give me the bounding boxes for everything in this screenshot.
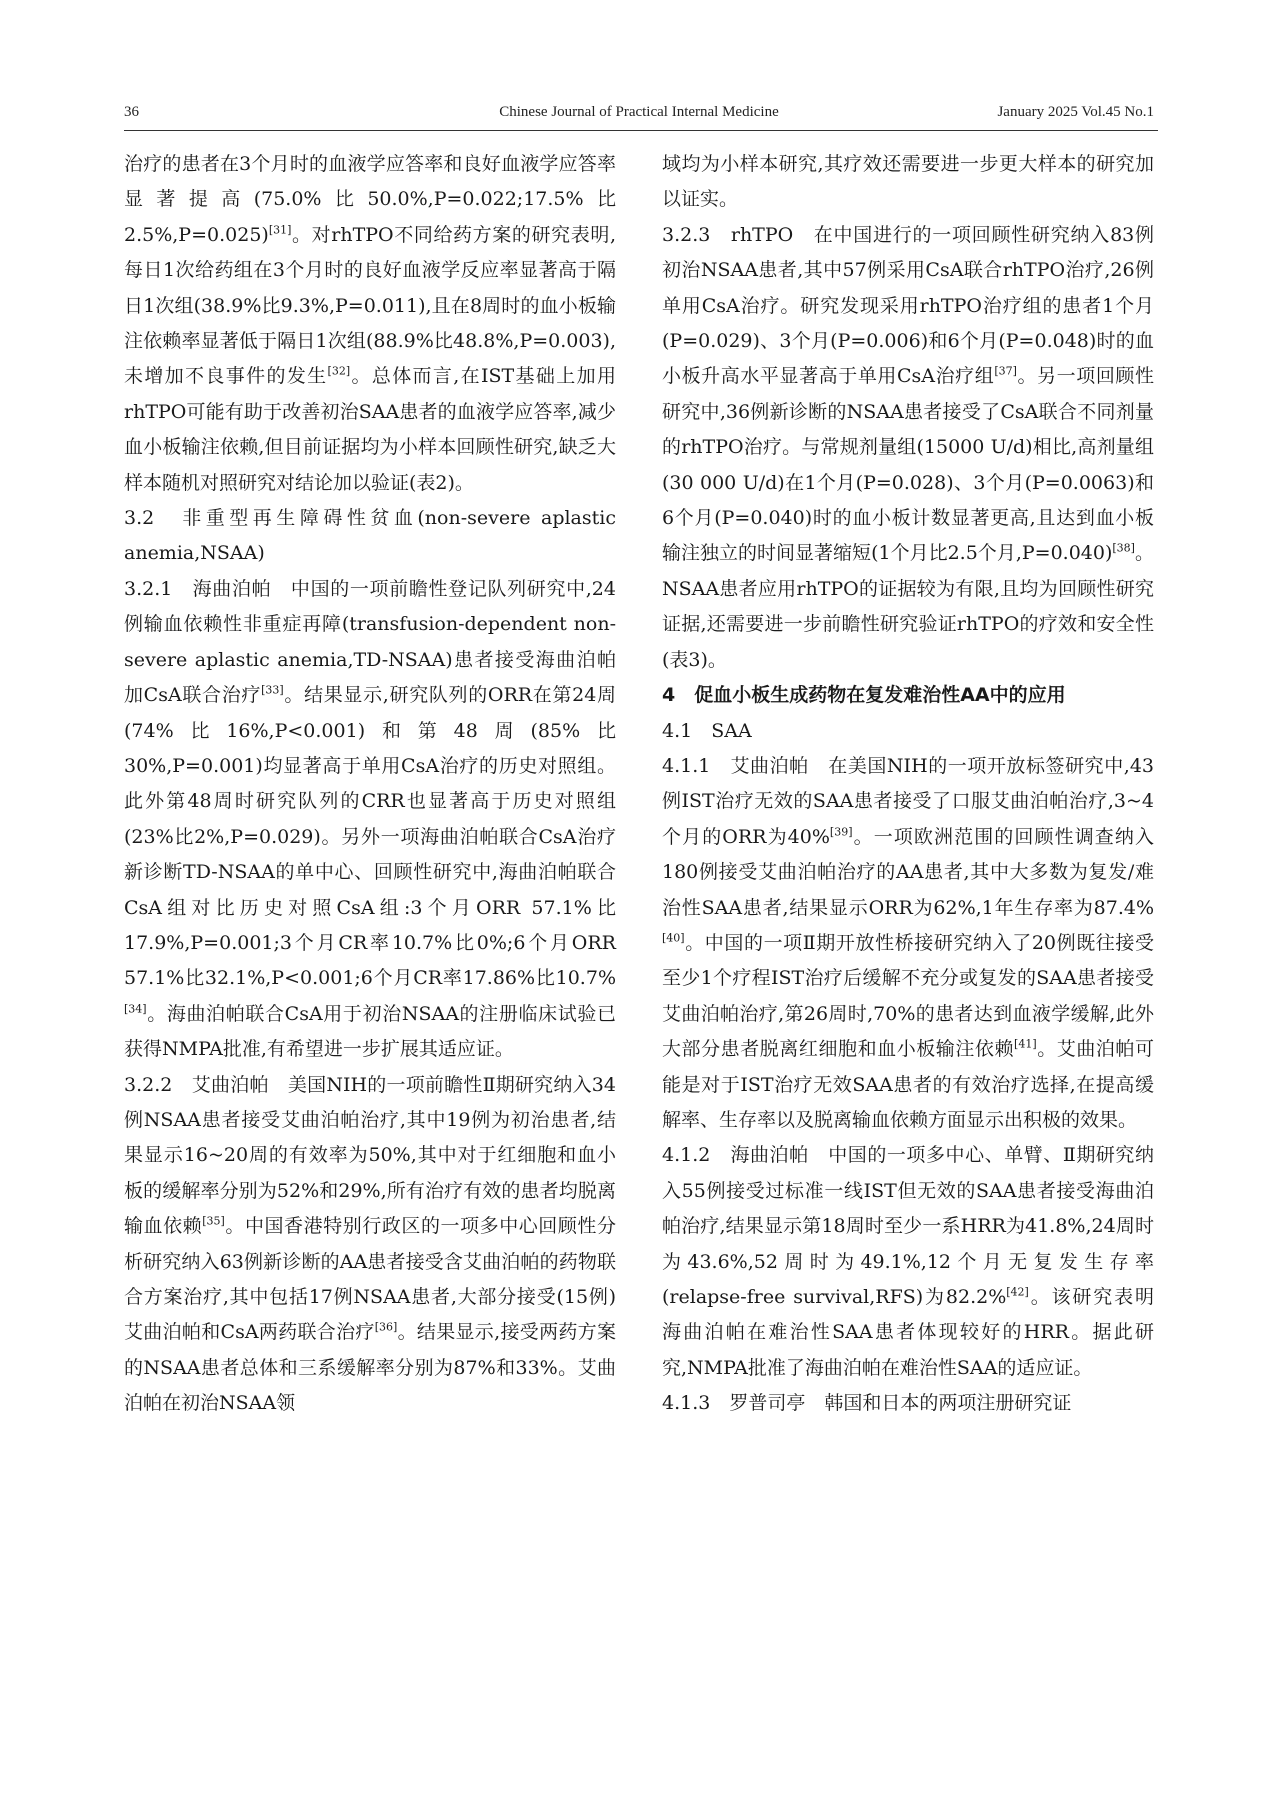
citation: [33] xyxy=(261,683,284,697)
citation: [37] xyxy=(994,365,1017,379)
section-heading-4-1: 4.1 SAA xyxy=(662,719,752,742)
citation: [31] xyxy=(268,223,292,237)
paragraph-4-1-3: 4.1.3 罗普司亭 韩国和日本的两项注册研究证 xyxy=(662,1392,1072,1415)
issue-info: January 2025 Vol.45 No.1 xyxy=(997,104,1154,120)
paragraph-4-1-2: 4.1.2 海曲泊帕 中国的一项多中心、单臂、Ⅱ期研究纳入55例接受过标准一线IST但无效的SAA患者接受海曲泊帕治疗,结果显示第18周时至少一系HRR为41.8%,24周时为43.6%,52周时为49.1%,12个月无复发生存率(relapse-free survival,RFS)为82.2%[42]。该研究表明海曲泊帕在难治性SAA患者体现较好的HRR。据此研究,NMPA批准了海曲泊帕在难治性SAA的适应证。 xyxy=(662,1144,1154,1379)
citation: [36] xyxy=(374,1321,398,1335)
subsection-heading: 3.2.3 rhTPO xyxy=(662,223,794,246)
paragraph-3-2-2: 3.2.2 艾曲泊帕 美国NIH的一项前瞻性Ⅱ期研究纳入34例NSAA患者接受艾曲泊帕治疗,其中19例为初治患者,结果显示16~20周的有效率为50%,其中对于红细胞和血小板的缓解率分别为52%和29%,所有治疗有效的患者均脱离输血依赖[35]。中国香港特别行政区的一项多中心回顾性分析研究纳入63例新诊断的AA患者接受含艾曲泊帕的药物联合方案治疗,其中包括17例NSAA患者,大部分接受(15例)艾曲泊帕和CsA两药联合治疗[36]。结果显示,接受两药方案的NSAA患者总体和三系缓解率分别为87%和33%。艾曲泊帕在初治NSAA领 xyxy=(124,1073,616,1415)
running-header xyxy=(124,104,1154,130)
journal-title: Chinese Journal of Practical Internal Medicine xyxy=(499,104,779,120)
citation: [40] xyxy=(662,931,685,945)
citation: [38] xyxy=(1112,542,1135,556)
subsection-heading: 4.1.3 罗普司亭 xyxy=(662,1392,806,1415)
header-rule xyxy=(124,130,1158,131)
left-column xyxy=(124,147,616,1422)
subsection-heading: 3.2.2 艾曲泊帕 xyxy=(124,1073,269,1096)
paragraph: 治疗的患者在3个月时的血液学应答率和良好血液学应答率显著提高(75.0%比50.0%,P=0.022;17.5%比2.5%,P=0.025)[31]。对rhTPO不同给药方案的研究表明,每日1次给药组在3个月时的良好血液学反应率显著高于隔日1次组(38.9%比9.3%,P=0.011),且在8周时的血小板输注依赖率显著低于隔日1次组(88.9%比48.8%,P=0.003),未增加不良事件的发生[32]。总体而言,在IST基础上加用rhTPO可能有助于改善初治SAA患者的血液学应答率,减少血小板输注依赖,但目前证据均为小样本回顾性研究,缺乏大样本随机对照研究对结论加以验证(表2)。 xyxy=(124,153,616,494)
citation: [42] xyxy=(1006,1285,1029,1299)
paragraph-3-2-3: 3.2.3 rhTPO 在中国进行的一项回顾性研究纳入83例初治NSAA患者,其中57例采用CsA联合rhTPO治疗,26例单用CsA治疗。研究发现采用rhTPO治疗组的患者1个月(P=0.029)、3个月(P=0.006)和6个月(P=0.048)时的血小板升高水平显著高于单用CsA治疗组[37]。另一项回顾性研究中,36例新诊断的NSAA患者接受了CsA联合不同剂量的rhTPO治疗。与常规剂量组(15000 U/d)相比,高剂量组(30 000 U/d)在1个月(P=0.028)、3个月(P=0.0063)和6个月(P=0.040)时的血小板计数显著更高,且达到血小板输注独立的时间显著缩短(1个月比2.5个月,P=0.040)[38]。NSAA患者应用rhTPO的证据较为有限,且均为回顾性研究证据,还需要进一步前瞻性研究验证rhTPO的疗效和安全性(表3)。 xyxy=(662,223,1154,671)
right-column xyxy=(662,147,1154,1422)
citation: [39] xyxy=(829,825,853,839)
citation: [34] xyxy=(124,1002,147,1016)
subsection-heading: 4.1.2 海曲泊帕 xyxy=(662,1144,809,1167)
section-heading-4: 4 促血小板生成药物在复发难治性AA中的应用 xyxy=(662,684,1066,707)
paragraph-3-2-1: 3.2.1 海曲泊帕 中国的一项前瞻性登记队列研究中,24例输血依赖性非重症再障(transfusion-dependent non-severe aplastic anemia,TD-NSAA)患者接受海曲泊帕加CsA联合治疗[33]。结果显示,研究队列的ORR在第24周(74%比16%,P<0.001)和第48周(85%比30%,P=0.001)均显著高于单用CsA治疗的历史对照组。此外第48周时研究队列的CRR也显著高于历史对照组(23%比2%,P=0.029)。另外一项海曲泊帕联合CsA治疗新诊断TD-NSAA的单中心、回顾性研究中,海曲泊帕联合CsA组对比历史对照CsA组:3个月ORR 57.1%比17.9%,P=0.001;3个月CR率10.7%比0%;6个月ORR 57.1%比32.1%,P<0.001;6个月CR率17.86%比10.7%[34]。海曲泊帕联合CsA用于初治NSAA的注册临床试验已获得NMPA批准,有希望进一步扩展其适应证。 xyxy=(124,577,617,1061)
subsection-heading: 4.1.1 艾曲泊帕 xyxy=(662,754,809,777)
paragraph: 域均为小样本研究,其疗效还需要进一步更大样本的研究加以证实。 xyxy=(662,153,1154,211)
citation: [35] xyxy=(202,1214,225,1228)
page-number: 36 xyxy=(124,104,139,120)
subsection-heading: 3.2.1 海曲泊帕 xyxy=(124,577,272,600)
citation: [41] xyxy=(1014,1037,1037,1051)
citation: [32] xyxy=(327,365,351,379)
section-heading-3-2: 3.2 非重型再生障碍性贫血(non-severe aplastic anemia,NSAA) xyxy=(124,507,616,565)
paragraph-4-1-1: 4.1.1 艾曲泊帕 在美国NIH的一项开放标签研究中,43例IST治疗无效的SAA患者接受了口服艾曲泊帕治疗,3~4个月的ORR为40%[39]。一项欧洲范围的回顾性调查纳入180例接受艾曲泊帕治疗的AA患者,其中大多数为复发/难治性SAA患者,结果显示ORR为62%,1年生存率为87.4%[40]。中国的一项Ⅱ期开放性桥接研究纳入了20例既往接受至少1个疗程IST治疗后缓解不充分或复发的SAA患者接受艾曲泊帕治疗,第26周时,70%的患者达到血液学缓解,此外大部分患者脱离红细胞和血小板输注依赖[41]。艾曲泊帕可能是对于IST治疗无效SAA患者的有效治疗选择,在提高缓解率、生存率以及脱离输血依赖方面显示出积极的效果。 xyxy=(662,754,1154,1131)
